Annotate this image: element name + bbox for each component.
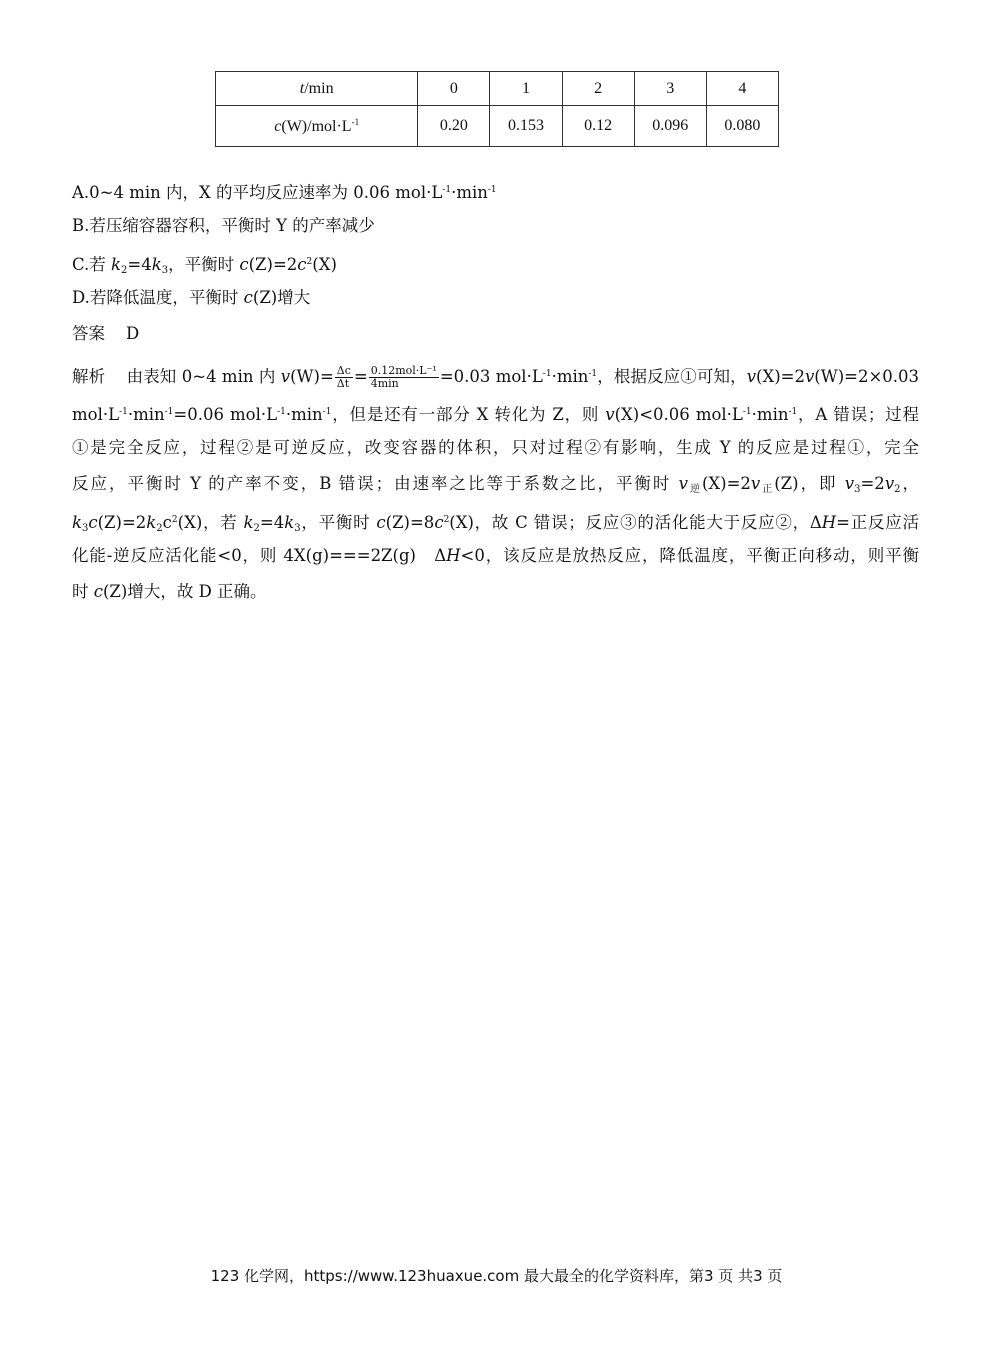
table-cell: 0.12 [562, 106, 634, 147]
analysis-line-5: $k_3c(Z)=2k_2c^2(X)$，若 $k_2=4k_3$，平衡时 $c(Z)=8c^2(X)$，故 C 错误；反应③的活化能大于反应②，ΔH=正反应活 [72, 513, 919, 534]
analysis-line-4: 反应，平衡时 Y 的产率不变，B 错误；由速率之比等于系数之比，平衡时 $v_逆(X)=2v_正(Z)$，即 $v_3=2v_2$， [72, 474, 920, 495]
table-row-concentration [216, 106, 779, 147]
table-cell: 2 [562, 72, 634, 106]
table-cell: 1 [490, 72, 562, 106]
data-table [215, 71, 779, 147]
analysis-label: 解析 [72, 367, 106, 386]
table-cell: 4 [706, 72, 778, 106]
analysis-line-6: 化能-逆反应活化能<0，则 4X(g)===2Z(g) ΔH<0，该反应是放热反应，降低温度，平衡正向移动，则平衡 [72, 546, 919, 565]
option-c: C.若 $k_2=4k_3$，平衡时 $c(Z)=2c^2(X)$ [72, 255, 337, 276]
page-footer: 123 化学网，https://www.123huaxue.com 最大最全的化学资料库，第3 页 共3 页 [210, 1267, 783, 1285]
table-cell: 0.153 [490, 106, 562, 147]
concentration-header: $c(W)/mol\cdot L^{-1}$ [216, 106, 418, 147]
option-b: B.若压缩容器容积，平衡时 Y 的产率减少 [72, 216, 375, 235]
table-cell: 0.096 [634, 106, 706, 147]
answer-label: 答案 [72, 324, 105, 343]
table-cell: 0.20 [418, 106, 490, 147]
analysis-line-7: 时 c(Z)增大，故 D 正确。 [72, 582, 267, 601]
answer-line [72, 322, 139, 346]
fraction-delta: $\frac{\Delta c}{\Delta t}$ [336, 364, 351, 390]
analysis-line-2: $mol\cdot L^{-1}\cdot\min^{-1}=0.06$ $mol\cdot L^{-1}\cdot\min^{-1}$，但是还有一部分 X 转化为 Z，则 v(X)<0.06 $mol\cdot L^{-1}\cdot\min^{-1}$，A 错误；过程 [72, 405, 919, 424]
answer-value: D [125, 324, 140, 343]
analysis-line-3: ①是完全反应，过程②是可逆反应，改变容器的体积，只对过程②有影响，生成 Y 的反应是过程①，完全 [72, 438, 919, 457]
time-header: t/min [216, 72, 418, 106]
option-a: A.0~4 min 内，X 的平均反应速率为 0.06 $mol\cdot L^{-1}\cdot\min^{-1}$ [72, 183, 497, 202]
table-cell: 0.080 [706, 106, 778, 147]
fraction-values: $\frac{\text{0.12mol·L⁻¹}}{4\min}$ [370, 364, 437, 390]
table-row-time [216, 72, 779, 106]
table-cell: 0 [418, 72, 490, 106]
analysis-line-1: 解析 由表知 0~4 min 内 v(W)= $\frac{\Delta c}{\Delta t}$ = $\frac{\text{0.12mol·L⁻¹}}{4\min}$ =0.03 $mol\cdot L^{-1}\cdot\min^{-1}$，根据反应①可知，v(X)=2v(W)=2×0.03 [72, 364, 920, 390]
option-d: D.若降低温度，平衡时 c(Z)增大 [72, 288, 311, 307]
table-cell: 3 [634, 72, 706, 106]
